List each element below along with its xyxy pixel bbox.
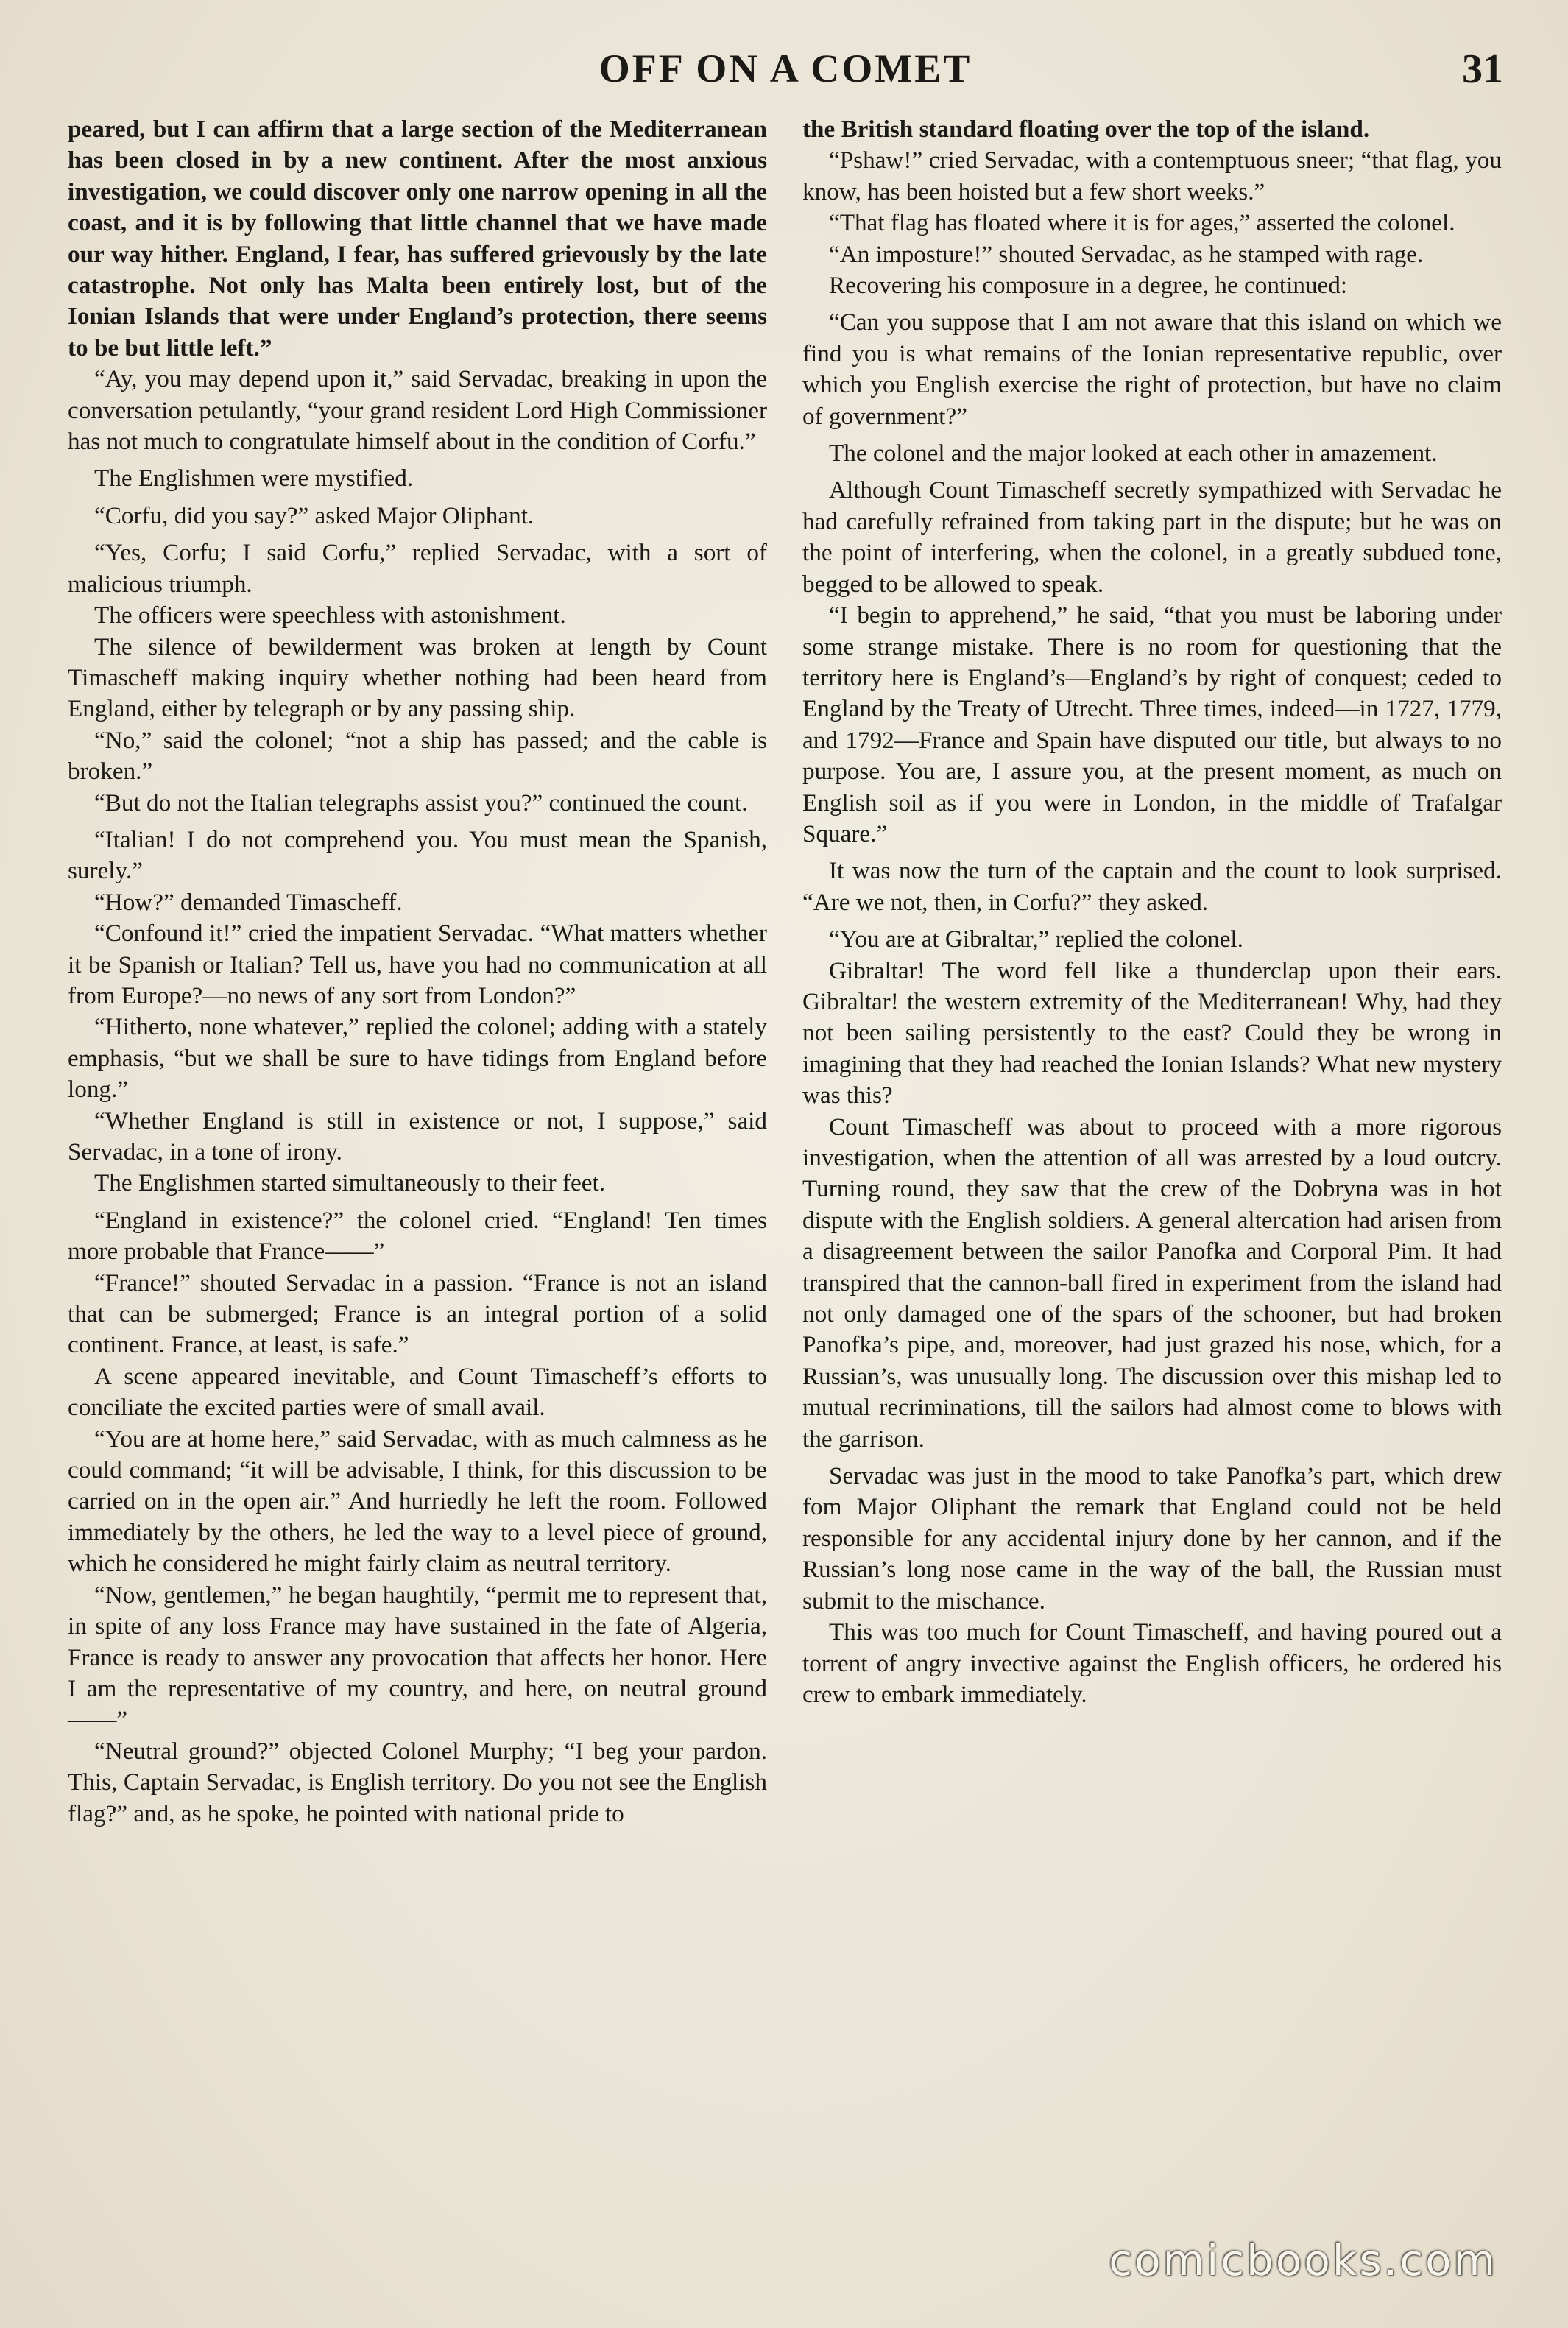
paragraph: “England in existence?” the colonel cried. “England! Ten times more probable that France——”	[68, 1206, 767, 1266]
paragraph: “An imposture!” shouted Servadac, as he stamped with rage.	[829, 240, 1424, 268]
paragraph: “How?” demanded Timascheff.	[94, 888, 403, 916]
paragraph: Servadac was just in the mood to take Panofka’s part, which drew fom Major Oliphant the remark that England could not be held responsible for any accidental injury done by her cannon, and if the Russian’s long nose came in the way of the ball, the Russian must submit to the mischance.	[802, 1462, 1502, 1615]
paragraph: “That flag has floated where it is for ages,” asserted the colonel.	[829, 209, 1455, 237]
left-column	[68, 114, 767, 1830]
watermark: comicbooks.com	[1109, 2235, 1497, 2285]
paragraph: The Englishmen were mystified.	[94, 465, 414, 493]
paragraph: Count Timascheff was about to proceed with a more rigorous investigation, when the attention of all was arrested by a loud outcry. Turning round, they saw that the crew of the Dobryna was in hot dispute with the English soldiers. A general altercation had arisen from a disagreement between the sailor Panofka and Corporal Pim. It had transpired that the cannon-ball fired in experiment from the island had not only damaged one of the spars of the schooner, but had broken Panofka’s pipe, and, moreover, had just grazed his nose, which, for a Russian’s, was unusually long. The discussion over this mishap led to mutual recriminations, till the sailors had almost come to blows with the garrison.	[802, 1112, 1502, 1453]
paragraph: “Pshaw!” cried Servadac, with a contemptuous sneer; “that flag, you know, has been hoisted but a few short weeks.”	[802, 147, 1502, 205]
paragraph: “France!” shouted Servadac in a passion. “France is not an island that can be submerged; France is an integral portion of a solid continent. France, at least, is safe.”	[68, 1269, 767, 1359]
paragraph: Gibraltar! The word fell like a thunderclap upon their ears. Gibraltar! the western extremity of the Mediterranean! Why, had they not been sailing persistently to the east? Could they be wrong in imagining that they had reached the Ionian Islands? What new mystery was this?	[802, 956, 1502, 1110]
paragraph: Although Count Timascheff secretly sympathized with Servadac he had carefully refrained from taking part in the dispute; but he was on the point of interfering, when the colonel, in a greatly subdued tone, begged to be allowed to speak.	[802, 476, 1502, 598]
paragraph: It was now the turn of the captain and the count to look surprised. “Are we not, then, in Corfu?” they asked.	[802, 857, 1502, 916]
page-number: 31	[1462, 46, 1503, 92]
paragraph: “Neutral ground?” objected Colonel Murphy; “I beg your pardon. This, Captain Servadac, is English territory. Do you not see the English flag?” and, as he spoke, he pointed with national pride to	[68, 1737, 767, 1827]
paragraph: The colonel and the major looked at each other in amazement.	[829, 440, 1438, 468]
paragraph: “You are at home here,” said Servadac, with as much calmness as he could command; “it will be advisable, I think, for this discussion to be carried on in the open air.” And hurriedly he left the room. Followed immediately by the others, he led the way to a level piece of ground, which he considered he might fairly claim as neutral territory.	[68, 1425, 767, 1578]
paragraph: The officers were speechless with astonishment.	[94, 602, 566, 629]
right-column	[802, 114, 1502, 1710]
page-header	[68, 46, 1503, 105]
paragraph: “But do not the Italian telegraphs assist you?” continued the count.	[94, 789, 748, 816]
paragraph: “Ay, you may depend upon it,” said Servadac, breaking in upon the conversation petulantly, “your grand resident Lord High Commissioner has not much to congratulate himself about in the condition of Corfu.”	[68, 365, 767, 456]
paragraph: This was too much for Count Timascheff, and having poured out a torrent of angry invective against the English officers, he ordered his crew to embark immediately.	[802, 1618, 1502, 1708]
paragraph: “Corfu, did you say?” asked Major Oliphant.	[94, 501, 534, 529]
paragraph: “I begin to apprehend,” he said, “that you must be laboring under some strange mistake. There is no room for questioning that the territory here is England’s—England’s by right of conquest; ceded to England by the Treaty of Utrecht. Three times, indeed—in 1727, 1779, and 1792—France and Spain have disputed our title, but always to no purpose. You are, I assure you, at the present moment, as much on English soil as if you were in London, in the middle of Trafalgar Square.”	[802, 602, 1502, 847]
paragraph: “Hitherto, none whatever,” replied the colonel; adding with a stately emphasis, “but we shall be sure to have tidings from England before long.”	[68, 1013, 767, 1104]
paragraph: “Yes, Corfu; I said Corfu,” replied Servadac, with a sort of malicious triumph.	[68, 539, 767, 598]
paragraph: “Whether England is still in existence or not, I suppose,” said Servadac, in a tone of irony.	[68, 1107, 767, 1165]
paragraph: peared, but I can affirm that a large section of the Mediterranean has been closed in by a new continent. After the most anxious investigation, we could discover only one narrow opening in all the coast, and it is by following that little channel that we have made our way hither. England, I fear, has suffered grievously by the late catastrophe. Not only has Malta been entirely lost, but of the Ionian Islands that were under England’s protection, there seems to be but little left.”	[68, 116, 767, 361]
paragraph: The silence of bewilderment was broken at length by Count Timascheff making inquiry whether nothing had been heard from England, either by telegraph or by any passing ship.	[68, 632, 767, 723]
paragraph: Recovering his composure in a degree, he continued:	[829, 272, 1348, 300]
paragraph: “Can you suppose that I am not aware that this island on which we find you is what remains of the Ionian representative republic, over which you English exercise the right of protection, but have no claim of government?”	[802, 308, 1502, 430]
paragraph: A scene appeared inevitable, and Count Timascheff’s efforts to conciliate the excited parties were of small avail.	[68, 1362, 767, 1422]
paragraph: “Italian! I do not comprehend you. You must mean the Spanish, surely.”	[68, 825, 767, 885]
running-title: OFF ON A COMET	[598, 46, 972, 91]
paragraph: The Englishmen started simultaneously to their feet.	[94, 1169, 606, 1197]
paragraph: “Now, gentlemen,” he began haughtily, “permit me to represent that, in spite of any loss France may have sustained in the fate of Algeria, France is ready to answer any provocation that affects her honor. Here I am the representative of my country, and here, on neutral ground——”	[68, 1581, 767, 1734]
paragraph: “You are at Gibraltar,” replied the colonel.	[829, 925, 1243, 953]
paragraph: the British standard floating over the top of the island.	[802, 116, 1370, 143]
paragraph: “Confound it!” cried the impatient Servadac. “What matters whether it be Spanish or Italian? Tell us, have you had no communication at all from Europe?—no news of any sort from London?”	[68, 920, 767, 1009]
paragraph: “No,” said the colonel; “not a ship has passed; and the cable is broken.”	[68, 726, 767, 786]
